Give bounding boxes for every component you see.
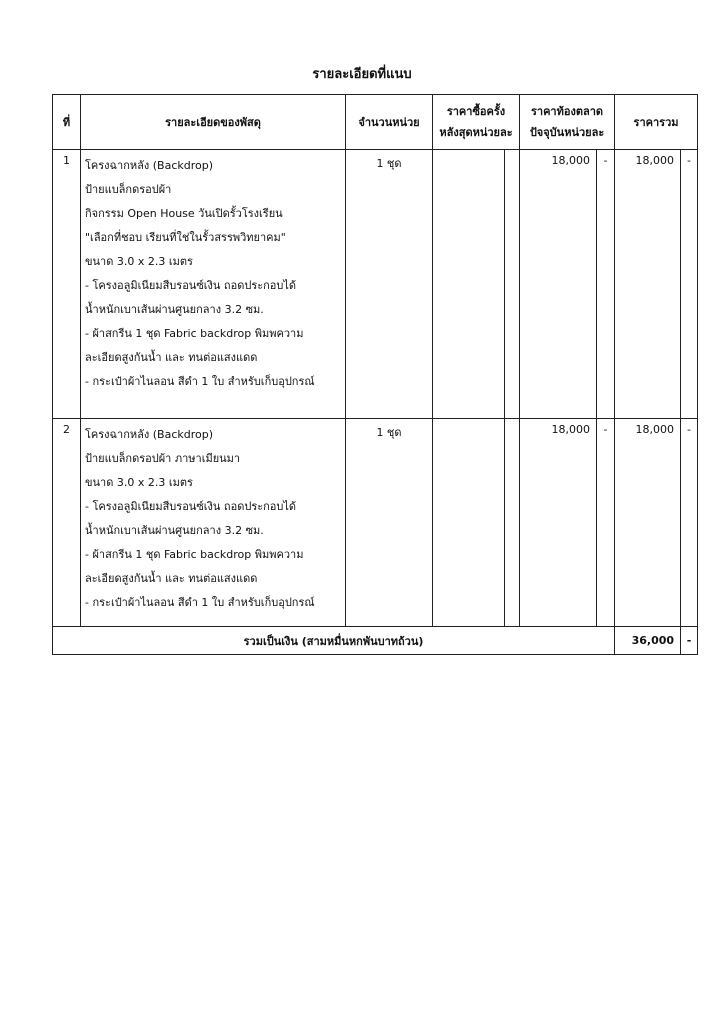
header-last-price-line1: ราคาซื้อครั้ง <box>446 105 506 118</box>
description-line: ขนาด 3.0 x 2.3 เมตร <box>85 476 193 489</box>
market-price-baht: 18,000 <box>520 150 597 419</box>
last-price-baht <box>433 150 505 419</box>
summary-total-baht: 36,000 <box>615 627 681 655</box>
header-total: ราคารวม <box>615 95 698 150</box>
item-quantity: 1 ชุด <box>346 150 433 419</box>
description-line: - โครงอลูมิเนียมสีบรอนซ์เงิน ถอดประกอบได้ <box>85 279 297 292</box>
row-number: 1 <box>53 150 81 419</box>
header-description: รายละเอียดของพัสดุ <box>81 95 346 150</box>
table-row <box>53 150 698 419</box>
page-title: รายละเอียดที่แนบ <box>312 67 412 82</box>
description-line: ละเอียดสูงกันน้ำ และ ทนต่อแสงแดด <box>85 351 258 364</box>
last-price-satang <box>505 150 520 419</box>
description-line: ละเอียดสูงกันน้ำ และ ทนต่อแสงแดด <box>85 572 258 585</box>
summary-label: รวมเป็นเงิน (สามหมื่นหกพันบาทถ้วน) <box>53 627 615 655</box>
item-quantity: 1 ชุด <box>346 419 433 627</box>
summary-total-satang: - <box>681 627 698 655</box>
total-price-satang: - <box>681 150 698 419</box>
description-line: น้ำหนักเบาเส้นผ่านศูนยกลาง 3.2 ซม. <box>85 303 264 316</box>
table-header-row <box>53 95 698 150</box>
total-price-satang: - <box>681 419 698 627</box>
description-line: - ผ้าสกรีน 1 ชุด Fabric backdrop พิมพความ <box>85 548 304 561</box>
description-line: - ผ้าสกรีน 1 ชุด Fabric backdrop พิมพความ <box>85 327 304 340</box>
header-last-price-line2: หลังสุดหน่วยละ <box>439 126 513 139</box>
header-quantity: จำนวนหน่วย <box>346 95 433 150</box>
header-market-price-line1: ราคาท้องตลาด <box>530 105 604 118</box>
description-line: ขนาด 3.0 x 2.3 เมตร <box>85 255 193 268</box>
header-last-price <box>433 95 520 150</box>
description-line: น้ำหนักเบาเส้นผ่านศูนยกลาง 3.2 ซม. <box>85 524 264 537</box>
total-price-baht: 18,000 <box>615 150 681 419</box>
market-price-baht: 18,000 <box>520 419 597 627</box>
market-price-satang: - <box>597 150 615 419</box>
description-line: กิจกรรม Open House วันเปิดรั้วโรงเรียน <box>85 207 283 220</box>
last-price-satang <box>505 419 520 627</box>
description-line: "เลือกที่ชอบ เรียนที่ใช่ในรั้วสรรพวิทยาคม" <box>85 231 286 244</box>
description-line: ป้ายแบล็กดรอปผ้า ภาษาเมียนมา <box>85 452 241 465</box>
description-line: โครงฉากหลัง (Backdrop) <box>85 159 213 172</box>
header-no: ที่ <box>53 95 81 150</box>
description-line: - กระเป๋าผ้าไนลอน สีดำ 1 ใบ สำหรับเก็บอุปกรณ์ <box>85 375 315 388</box>
description-line: โครงฉากหลัง (Backdrop) <box>85 428 213 441</box>
description-line: ป้ายแบล็กดรอปผ้า <box>85 183 172 196</box>
description-line: - โครงอลูมิเนียมสีบรอนซ์เงิน ถอดประกอบได้ <box>85 500 297 513</box>
last-price-baht <box>433 419 505 627</box>
item-description <box>81 419 346 627</box>
items-detail-table <box>52 94 698 655</box>
summary-row <box>53 627 698 655</box>
table-row <box>53 419 698 627</box>
row-number: 2 <box>53 419 81 627</box>
description-line: - กระเป๋าผ้าไนลอน สีดำ 1 ใบ สำหรับเก็บอุปกรณ์ <box>85 596 315 609</box>
item-description <box>81 150 346 419</box>
header-market-price-line2: ปัจจุบันหน่วยละ <box>529 126 605 139</box>
total-price-baht: 18,000 <box>615 419 681 627</box>
header-market-price <box>520 95 615 150</box>
market-price-satang: - <box>597 419 615 627</box>
